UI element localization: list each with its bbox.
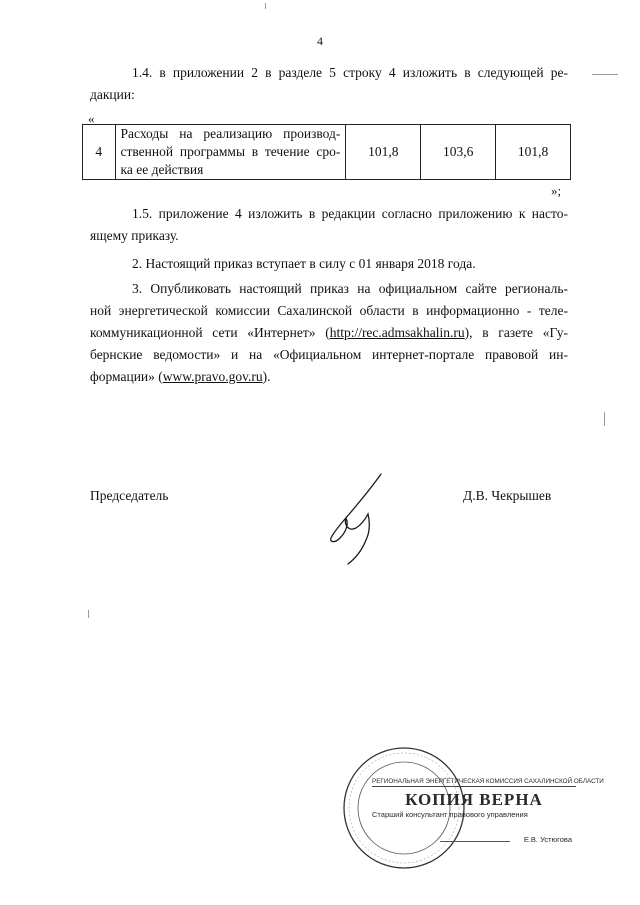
table-cell-value-3: 101,8: [496, 125, 571, 180]
stamp-text-box: [372, 778, 604, 844]
paragraph-1-5-line-1: 1.5. приложение 4 изложить в редакции согласно приложению к насто-: [132, 206, 568, 221]
quote-open: «: [88, 111, 95, 126]
paragraph-3-line-3-end: ), в газете «Гу-: [464, 325, 568, 340]
description-line-1: Расходы на реализацию производ-: [120, 126, 341, 141]
paragraph-1-4-line-1: 1.4. в приложении 2 в разделе 5 строку 4 изложить в следующей ре-: [132, 65, 568, 80]
certification-stamp: [340, 740, 604, 875]
rec-site-link[interactable]: http://rec.admsakhalin.ru: [329, 325, 465, 340]
table-cell-value-2: 103,6: [421, 125, 496, 180]
stamp-title: КОПИЯ ВЕРНА: [405, 790, 543, 809]
signatory-position: Председатель: [90, 488, 169, 503]
paragraph-2-text: 2. Настоящий приказ вступает в силу с 01 января 2018 года.: [132, 256, 476, 271]
table-cell-value-1: 101,8: [346, 125, 421, 180]
scan-mark: [265, 3, 266, 9]
stamp-organization: РЕГИОНАЛЬНАЯ ЭНЕРГЕТИЧЕСКАЯ КОМИССИЯ САХАЛИНСКОЙ ОБЛАСТИ: [372, 778, 604, 785]
paragraph-3: [90, 278, 568, 388]
page-number: 4: [317, 34, 323, 48]
handwritten-signature: [326, 470, 406, 570]
stamp-signature-line: [440, 841, 510, 842]
description-line-2: ственной программы в течение сро-: [120, 144, 341, 159]
quote-close: »;: [551, 183, 562, 198]
stamp-position: Старший консультант правового управления: [372, 810, 528, 819]
paragraph-3-line-1: 3. Опубликовать настоящий приказ на официальном сайте региональ-: [132, 281, 568, 296]
paragraph-3-line-3: [90, 322, 568, 344]
paragraph-3-line-3-start: коммуникационной сети «Интернет» (: [90, 325, 330, 340]
description-line-3: ка ее действия: [120, 162, 204, 177]
scan-mark: [88, 610, 89, 618]
scan-mark: [604, 412, 605, 426]
paragraph-3-line-5-start: формации» (: [90, 369, 163, 384]
paragraph-1-4-line-2: дакции:: [90, 87, 135, 102]
table-row: [83, 125, 571, 180]
paragraph-1-5: [90, 203, 568, 247]
paragraph-3-line-4: бернские ведомости» и на «Официальном интернет-портале правовой ин-: [90, 347, 568, 362]
stamp-name: Е.В. Устюгова: [523, 835, 572, 844]
amendment-table: [82, 124, 571, 180]
table-cell-number: 4: [83, 125, 116, 180]
paragraph-3-line-5: [90, 366, 568, 388]
paragraph-3-line-5-end: ).: [262, 369, 271, 384]
paragraph-2: [90, 253, 568, 275]
paragraph-3-line-2: ной энергетической комиссии Сахалинской области в информационно - теле-: [90, 303, 568, 318]
table-cell-description: [115, 125, 346, 180]
paragraph-1-5-line-2: ящему приказу.: [90, 228, 179, 243]
pravo-site-link[interactable]: www.pravo.gov.ru: [162, 369, 263, 384]
paragraph-1-4: [90, 62, 568, 106]
signatory-name: Д.В. Чекрышев: [463, 488, 552, 503]
scan-mark: [592, 74, 618, 75]
